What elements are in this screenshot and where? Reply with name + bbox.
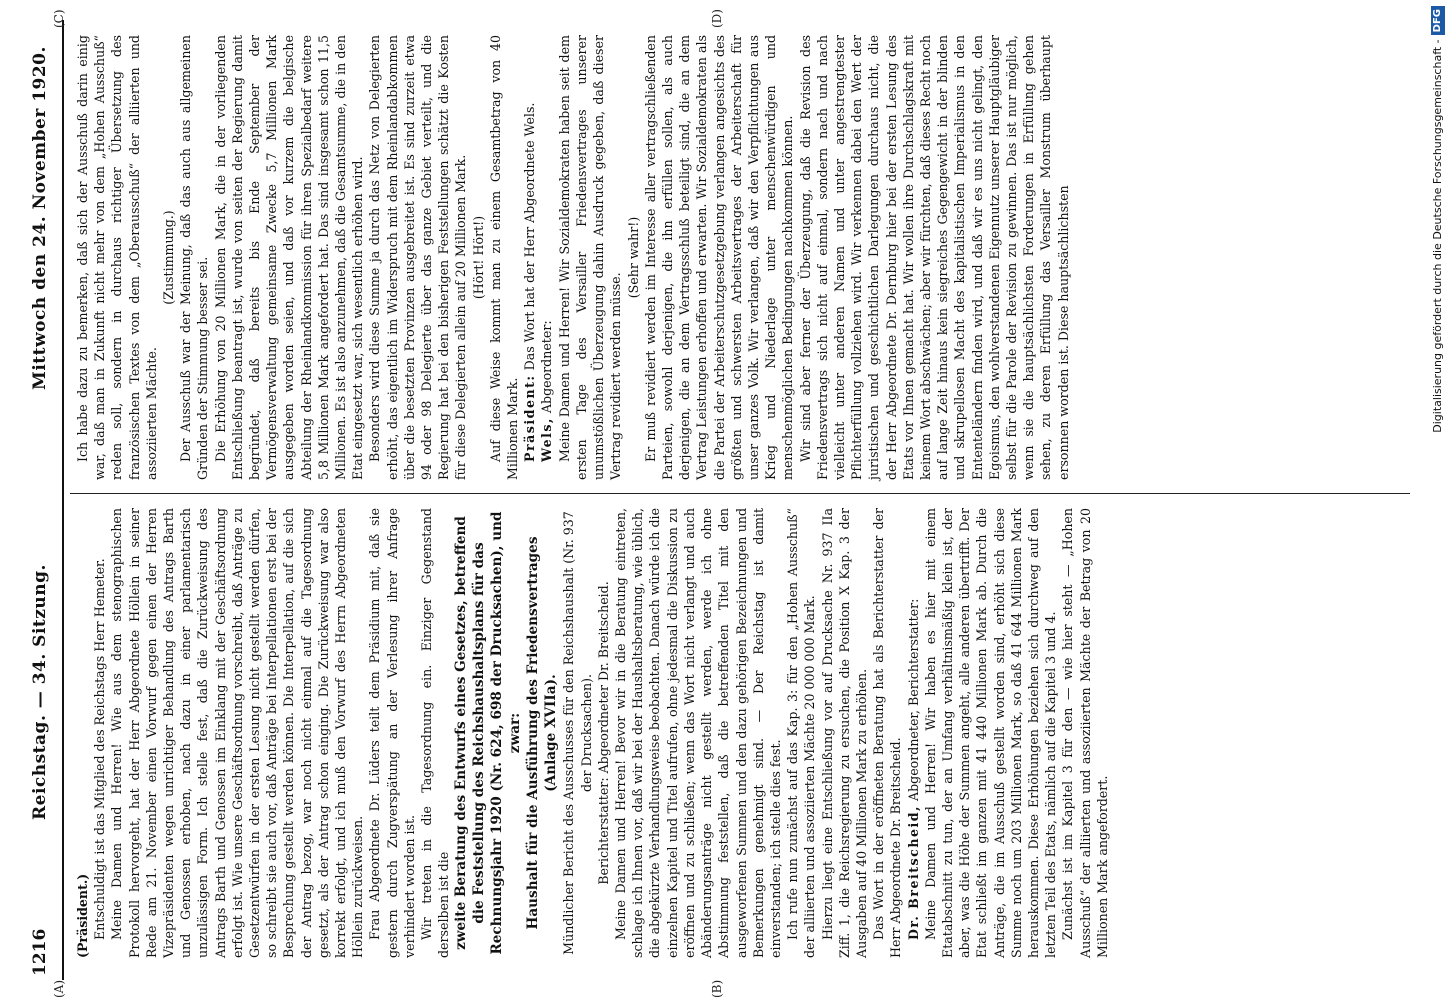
paragraph: Meine Damen und Herren! Wie aus dem stenographischen Protokoll hervorgeht, hat der Herr Abgeordnete Höllein in seiner Rede am 21. November einen Vorwurf gegen einen der Herren Vizepräsidenten wegen unrichtiger Behandlung des Antrags Barth und Genossen erhoben, nach dazu in einer parlamentarisch unzulässigen Form. Ich stelle fest, daß die Zurückweisung des Antrags Barth und Genossen im Einklang mit der Geschäftsordnung erfolgt ist. Wie unsere Geschäftsordnung vorschreibt, daß Anträge zu Gesetzentwürfen in der ersten Lesung nicht gestellt werden dürfen, so schreibt sie auch vor, daß Anträge bei Interpellationen erst bei der Besprechung gestellt werden können. Die Interpellation, auf die sich der Antrag bezog, war noch nicht einmal auf die Tagesordnung gesetzt, als der Antrag schon einging. Die Zurückweisung war also korrekt erfolgt, und ich muß den Vorwurf des Herrn Abgeordneten Höllein zurückweisen.	[109, 508, 366, 958]
margin-marker-b: (B)	[710, 979, 724, 998]
agenda-heading: zweite Beratung des Entwurfs eines Gesetzes, betreffend die Feststellung des Reichshaushaltsplans für das Rechnungsjahr 1920 (Nr. 624, 698 der Drucksachen), und zwar:	[453, 511, 524, 955]
paragraph: Entschuldigt ist das Mitglied des Reichstags Herr Hemeter.	[92, 558, 108, 940]
president-label: Präsident:	[522, 374, 538, 462]
paragraph: Wir sind aber ferner der Überzeugung, daß die Revision des Friedensvertrags sich nicht auf einmal, sondern nach und nach vielleicht unter anderen Namen und unter angestrengtester Pflichterfüllung vollziehen wird. Wir verkennen dabei den Wert der juristischen und geschichtlichen Darlegungen durchaus nicht, die der Herr Abgeordnete Dr. Dernburg hier bei der ersten Lesung des Etats vor Ihnen gemacht hat. Wir wollen ihre Durchschlagskraft mit keinem Wort abschwächen; aber wir fürchten, daß dieses Recht noch auf lange Zeit hinaus kein siegreiches Gegengewicht in der blinden und skrupellosen Macht des kapitalistischen Imperialismus in den Ententeländern finden wird, und daß wir es uns nicht gelingt, den Egoismus, den wohlverstandenen Eigennutz unserer Hauptgläubiger selbst für die Parole der Revision zu gewinnen. Das ist nur möglich, wenn sie die hauptsächlichsten Forderungen in Erfüllung gehen sehen, zu deren Erfüllung das Versailler Monstrum überhaupt ersonnen worden ist. Diese hauptsächlichsten	[797, 35, 1071, 480]
paragraph: Der Ausschuß war der Meinung, daß das auch aus allgemeinen Gründen der Stimmung besser sei.	[178, 35, 211, 480]
digitization-credit	[1408, 6, 1444, 996]
interjection: (Zustimmung.)	[161, 210, 177, 305]
paragraph: Ich habe dazu zu bemerken, daß sich der Ausschuß darin einig war, daß man in Zukunft nicht mehr von dem „Hohen Ausschuß“ reden soll, sondern in durchaus richtiger Übersetzung des französischen Textes von dem „Oberausschuß“ der alliierten und assoziierten Mächte.	[75, 35, 159, 480]
page-number: 1216	[30, 928, 50, 976]
agenda-reporter: Berichterstatter: Abgeordneter Dr. Breitscheid.	[595, 581, 611, 885]
dfg-logo: DFG	[1431, 6, 1445, 35]
paragraph: Auf diese Weise kommt man zu einem Gesamtbetrag von 40 Millionen Mark.	[487, 35, 521, 480]
speaker-line	[905, 508, 922, 958]
agenda-subheading: Haushalt für die Ausführung des Friedensvertrages (Anlage XVIIa).	[525, 536, 560, 930]
margin-marker-d: (D)	[710, 9, 724, 28]
president-text: Das Wort hat der Herr Abgeordnete Wels.	[522, 102, 538, 371]
paragraph: Meine Damen und Herren! Wir Sozialdemokraten haben seit dem ersten Tage des Versailler Friedensvertrages unserer unumstößlichen Überzeugung dahin Ausdruck gegeben, daß dieser Vertrag revidiert werden müsse.	[556, 35, 624, 480]
left-column	[74, 508, 1111, 958]
speaker-role: Abgeordneter, Berichterstatter:	[905, 598, 921, 802]
interjection: (Hört! Hört!)	[470, 215, 486, 300]
president-line	[521, 35, 538, 480]
right-column	[74, 35, 1072, 480]
credit-text-line	[1428, 6, 1448, 996]
paragraph: Er muß revidiert werden im Interesse aller vertragschließenden Parteien, sowohl derjenigen, die ihn erfüllen sollen, als auch derjenigen, die an dem Vertragsschluß beteiligt sind, die an dem Vertrag Leistungen erhoffen und erwarten. Wir Sozialdemokraten als die Partei der Arbeiterschutzgesetzgebung verlangen angesichts des größten und schwersten Arbeitsvertrages der Arbeiterschaft für unser ganzes Volk. Wir verlangen, daß wir den Verpflichtungen aus Krieg und Niederlage unter menschenwürdigen und menschenmöglichen Bedingungen nachkommen können.	[642, 35, 796, 480]
margin-marker-a: (A)	[52, 979, 66, 998]
header-session: Reichstag. — 34. Sitzung.	[30, 564, 50, 820]
speaker-name: Wels,	[539, 417, 555, 462]
paragraph: Hierzu liegt eine Entschließung vor auf Drucksache Nr. 937 IIa Ziff. 1, die Reichsregierung zu ersuchen, die Position X Kap. 3 der Ausgaben auf 40 Millionen Mark zu erhöhen.	[819, 508, 869, 958]
margin-marker-c: (C)	[52, 9, 66, 28]
paragraph: Wir treten in die Tagesordnung ein. Einziger Gegenstand derselben ist die	[419, 508, 452, 958]
agenda-report: Mündlicher Bericht des Ausschusses für den Reichshaushalt (Nr. 937 der Drucksachen).	[561, 511, 594, 955]
speaker-line	[538, 35, 555, 480]
interjection: (Sehr wahr!)	[625, 216, 641, 299]
newspaper-page	[20, 9, 1420, 998]
page-header	[20, 20, 64, 980]
speaker-role: Abgeordneter:	[539, 320, 555, 414]
column-divider	[70, 493, 1410, 494]
credit-text: Digitalisierung gefördert durch die Deutsche Forschungsgemeinschaft -	[1431, 39, 1444, 433]
paragraph: Frau Abgeordnete Dr. Lüders teilt dem Präsidium mit, daß sie gestern durch Zugverspätung an der Verlesung ihrer Anfrage verhindert worden ist.	[367, 508, 417, 958]
paragraph: Besonders wird diese Summe ja durch das Netz von Delegierten erhöht, das eigentlich im Widerspruch mit dem Rheinlandabkommen über die besetzten Provinzen ausgebreitet ist. Es sind zurzeit etwa 94 oder 98 Delegierte über das ganze Gebiet verteilt, und die Regierung hat bei den bisherigen Feststellungen schätzt die Kosten für diese Delegierten allein auf 20 Millionen Mark.	[367, 35, 469, 480]
paragraph: Meine Damen und Herren! Bevor wir in die Beratung eintreten, schlage ich Ihnen vor, daß wir bei der Haushaltsberatung, wie üblich, die abgekürzte Verhandlungsweise beobachten. Danach würde ich die einzelnen Kapitel und Titel aufrufen, ohne jedesmal die Diskussion zu eröffnen und zu schließen; wenn das Wort nicht verlangt und auch Abänderungsanträge nicht gestellt werden, werde ich ohne Abstimmung feststellen, daß die betreffenden Titel mit den ausgeworfenen Summen und den dazu gehörigen Bezeichnungen und Bemerkungen genehmigt sind. — Der Reichstag ist damit einverstanden; ich stelle dies fest.	[613, 508, 783, 958]
paragraph: Meine Damen und Herren! Wir haben es hier mit einem Etatabschnitt zu tun, der an Umfang verhältnismäßig klein ist, der aber, was die Höhe der Summen angeht, alle anderen übertrifft. Der Etat schließt im ganzen mit 41 440 Millionen Mark ab. Durch die Anträge, die im Ausschuß gestellt worden sind, erhöht sich diese Summe noch um 203 Millionen Mark, so daß 41 644 Millionen Mark herauskommen. Diese Erhöhungen beziehen sich durchweg auf den letzten Teil des Etats, nämlich auf die Kapitel 3 und 4.	[922, 508, 1059, 958]
paragraph: Zunächst ist im Kapitel 3 für den — wie hier steht — „Hohen Ausschuß“ der alliierten und assoziierten Mächte der Betrag von 20 Millionen Mark angefordert.	[1060, 508, 1110, 958]
paragraph: Die Erhöhung von 20 Millionen Mark, die in der vorliegenden Entschließung beantragt ist, wurde von seiten der Regierung damit begründet, daß bereits bis Ende September der Vermögensverwaltung gemeinsame Zwecke 5,7 Millionen Mark ausgegeben worden seien, und daß vor kurzem die belgische Abteilung der Rheinlandkommission für ihren Spezialbedarf weitere 5,8 Millionen Mark angefordert hat. Das sind insgesamt schon 11,5 Millionen. Es ist also anzunehmen, daß die Gesamtsumme, die in den Etat eingesetzt war, sich wesentlich erhöhen wird.	[212, 35, 366, 480]
paragraph: Ich rufe nun zunächst auf das Kap. 3: für den „Hohen Ausschuß“ der alliierten und assoziierten Mächte 20 000 000 Mark.	[785, 508, 818, 958]
header-date: Mittwoch den 24. November 1920.	[30, 46, 50, 390]
speaker-name: Dr. Breitscheid,	[905, 805, 921, 940]
speaker-label: (Präsident.)	[75, 873, 90, 958]
paragraph: Das Wort in der eröffneten Beratung hat als Berichterstatter der Herr Abgeordnete Dr. Breitscheid.	[871, 508, 904, 958]
